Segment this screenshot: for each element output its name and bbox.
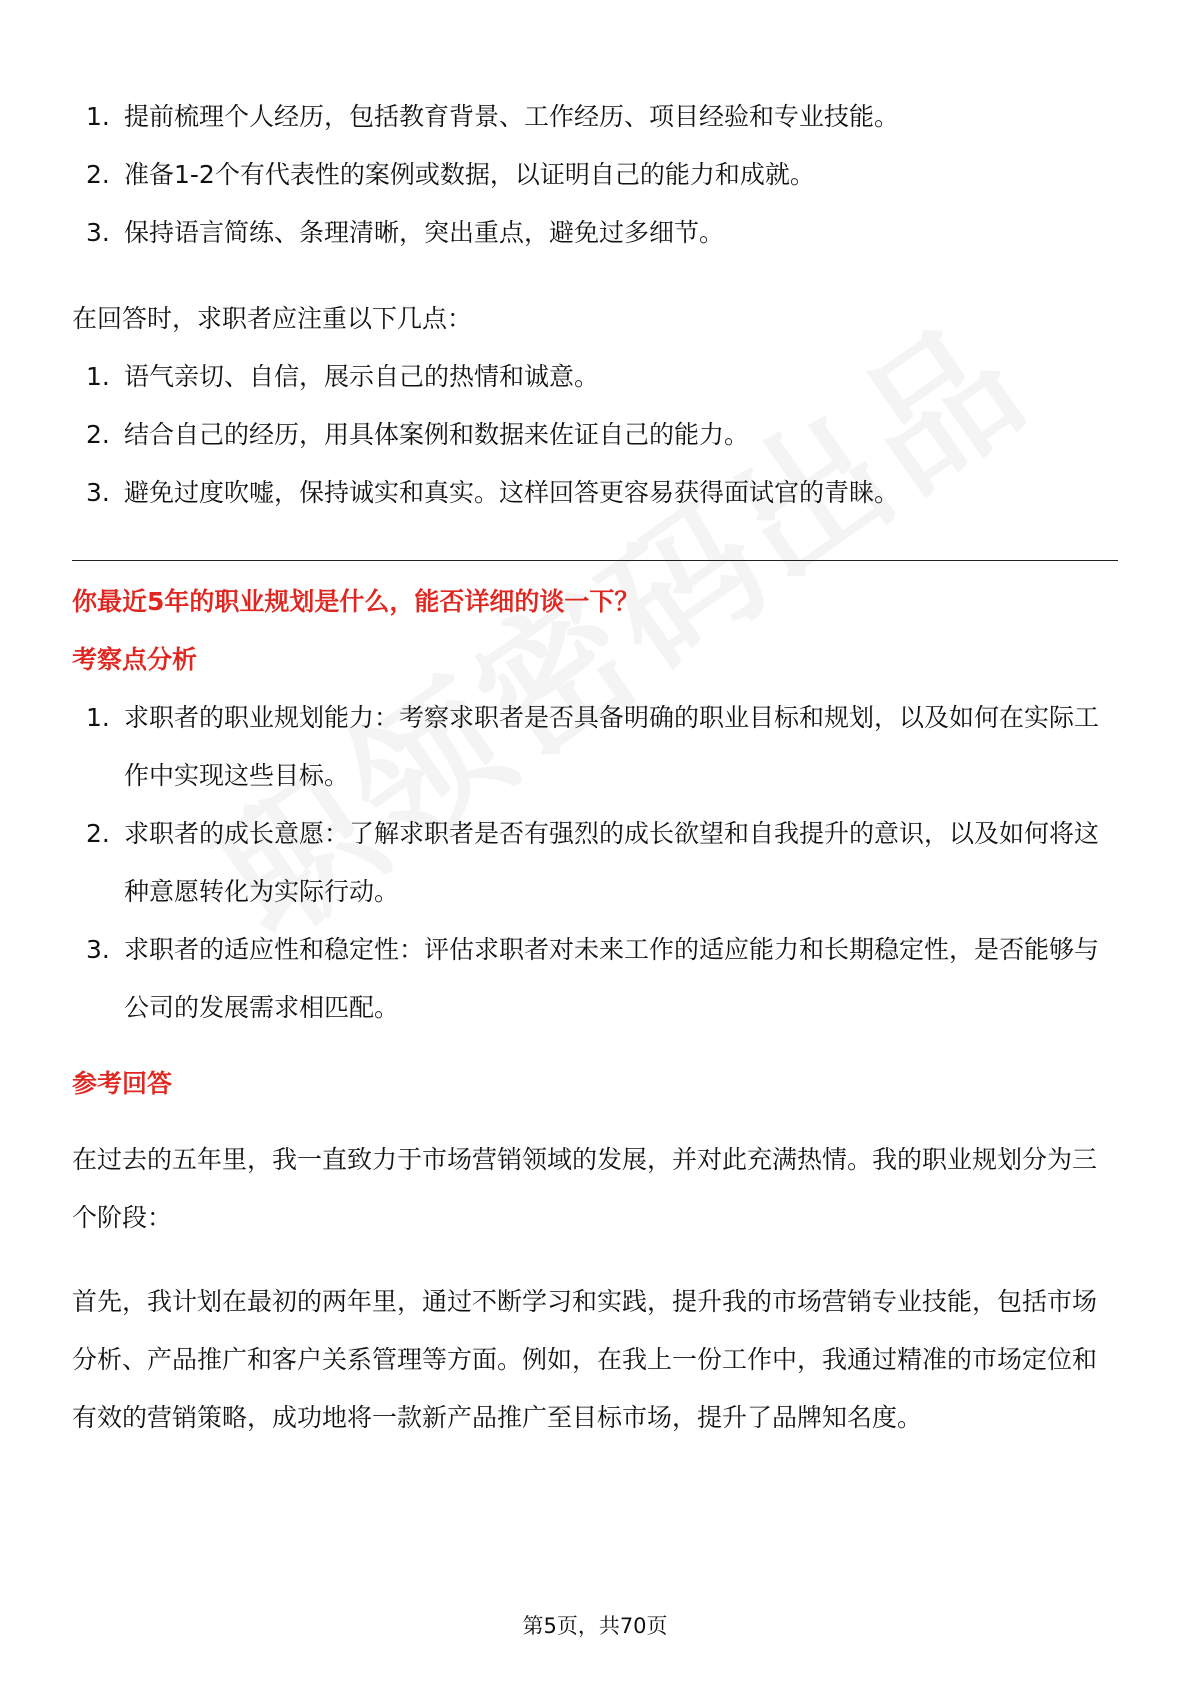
reference-paragraph: 在过去的五年里，我一直致力于市场营销领域的发展，并对此充满热情。我的职业规划分为三个阶段： [72,1145,1098,1232]
list-item [72,464,1118,522]
list-text: 求职者的适应性和稳定性：评估求职者对未来工作的适应能力和长期稳定性，是否能够与公司的发展需求相匹配。 [124,935,1100,1022]
list-item [72,348,1118,406]
reference-paragraph: 首先，我计划在最初的两年里，通过不断学习和实践，提升我的市场营销专业技能，包括市场分析、产品推广和客户关系管理等方面。例如，在我上一份工作中，我通过精准的市场定位和有效的营销策略，成功地将一款新产品推广至目标市场，提升了品牌知名度。 [72,1287,1098,1432]
list-number: 3. [86,218,110,247]
list-text: 结合自己的经历，用具体案例和数据来佐证自己的能力。 [124,420,750,449]
page-number: 第5页，共70页 [522,1614,668,1638]
list-text: 求职者的职业规划能力：考察求职者是否具备明确的职业目标和规划，以及如何在实际工作中实现这些目标。 [124,703,1100,790]
list-number: 3. [86,935,110,964]
list-number: 3. [86,478,110,507]
reference-heading: 参考回答 [72,1069,173,1098]
list-number: 1. [86,102,110,131]
list-number: 2. [86,819,110,848]
page-content [72,88,1118,1447]
list-text: 准备1-2个有代表性的案例或数据，以证明自己的能力和成就。 [124,160,815,189]
answer-intro: 在回答时，求职者应注重以下几点： [72,304,473,333]
list-text: 避免过度吹嘘，保持诚实和真实。这样回答更容易获得面试官的青睐。 [124,478,900,507]
list-number: 2. [86,160,110,189]
list-text: 保持语言简练、条理清晰，突出重点，避免过多细节。 [124,218,725,247]
section-divider [72,560,1118,561]
tips-list [72,88,1118,262]
answer-points-list [72,348,1118,522]
analysis-points-list [72,689,1118,1037]
list-item [72,146,1118,204]
list-item [72,805,1118,921]
analysis-heading: 考察点分析 [72,645,198,674]
list-text: 提前梳理个人经历，包括教育背景、工作经历、项目经验和专业技能。 [124,102,900,131]
list-item [72,921,1118,1037]
list-item [72,406,1118,464]
list-item [72,88,1118,146]
question-title: 你最近5年的职业规划是什么，能否详细的谈一下？ [72,587,640,616]
list-text: 求职者的成长意愿：了解求职者是否有强烈的成长欲望和自我提升的意识，以及如何将这种意愿转化为实际行动。 [124,819,1100,906]
list-number: 2. [86,420,110,449]
list-item [72,204,1118,262]
list-text: 语气亲切、自信，展示自己的热情和诚意。 [124,362,600,391]
list-number: 1. [86,362,110,391]
list-item [72,689,1118,805]
list-number: 1. [86,703,110,732]
